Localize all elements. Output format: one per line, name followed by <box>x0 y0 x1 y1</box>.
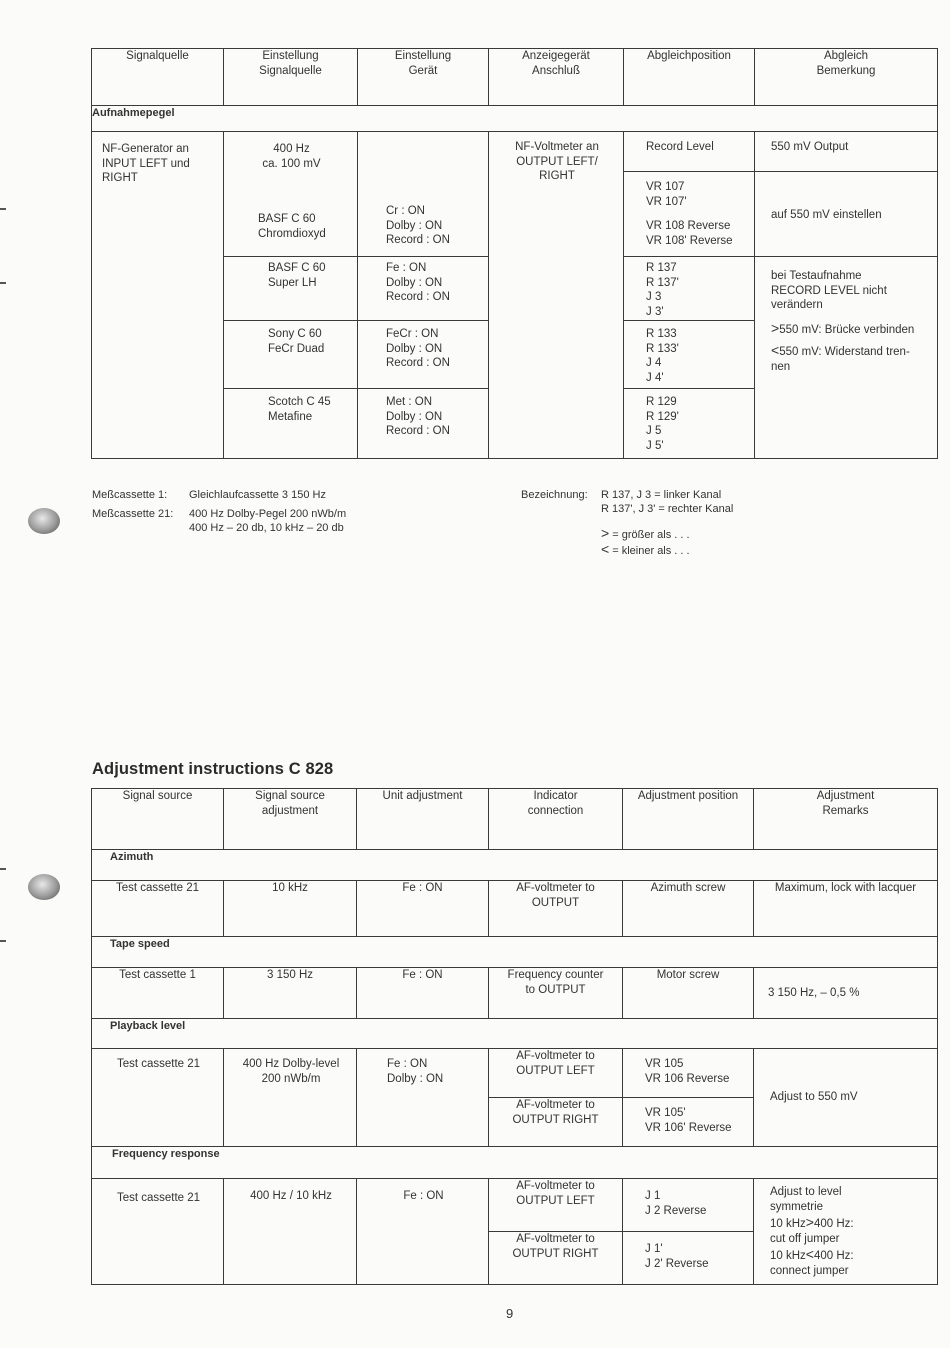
unit-adjustment-cell: Fe : ON <box>357 968 489 1019</box>
position-cell: R 129 R 129' J 5 J 5' <box>646 396 679 452</box>
page-title: Adjustment instructions C 828 <box>92 760 334 778</box>
section-title: Playback level <box>92 1019 938 1049</box>
signal-source-cell: Test cassette 21 <box>116 1192 201 1204</box>
section-title: Tape speed <box>92 937 938 968</box>
signal-source-cell: Test cassette 21 <box>92 881 224 937</box>
adjustment-table-english <box>91 788 938 1285</box>
table-row <box>92 1049 938 1098</box>
header-cell: Einstellung Signalquelle <box>224 49 358 106</box>
adjustment-table-german <box>91 48 938 459</box>
header-cell: Signal source adjustment <box>224 789 357 850</box>
less-than-symbol: < <box>771 342 780 358</box>
indicator-cell: AF-voltmeter to OUTPUT LEFT <box>489 1179 623 1232</box>
source-setting-cell: 400 Hz ca. 100 mV <box>262 143 321 170</box>
remark-cell <box>755 313 937 338</box>
header-cell: Signal source <box>92 789 224 850</box>
remark-cell: bei Testaufnahme RECORD LEVEL nicht verändern <box>771 270 887 311</box>
section-title: Azimuth <box>92 850 938 881</box>
less-than-symbol: < <box>805 1246 814 1262</box>
remark-cell: auf 550 mV einstellen <box>771 209 882 221</box>
note-value: R 137, J 3 = linker Kanal <box>601 489 722 501</box>
note-label: Meßcassette 1: <box>92 489 168 501</box>
tape-type-cell: BASF C 60 Super LH <box>268 262 326 289</box>
signal-source-cell: NF-Generator an INPUT LEFT und RIGHT <box>102 143 190 184</box>
page-number: 9 <box>506 1306 514 1321</box>
remark-cell: Adjust to 550 mV <box>754 1049 938 1147</box>
section-title: Aufnahmepegel <box>92 106 938 132</box>
section-title: Frequency response <box>92 1147 938 1179</box>
position-cell: VR 105 VR 106 Reverse <box>645 1058 730 1085</box>
tape-type-cell: BASF C 60 Chromdioxyd <box>258 213 326 240</box>
source-adjustment-cell: 400 Hz / 10 kHz <box>250 1190 332 1202</box>
position-cell: Record Level <box>646 141 714 153</box>
header-cell: Anzeigegerät Anschluß <box>489 49 624 106</box>
tape-type-cell: Sony C 60 FeCr Duad <box>268 328 325 355</box>
header-cell: Abgleichposition <box>624 49 755 106</box>
edge-tick <box>0 868 6 870</box>
indicator-cell: NF-Voltmeter an OUTPUT LEFT/ RIGHT <box>515 141 599 182</box>
header-cell: Signalquelle <box>92 49 224 106</box>
position-cell: J 1' J 2' Reverse <box>645 1243 709 1270</box>
remark-cell: Maximum, lock with lacquer <box>754 881 938 937</box>
signal-source-cell: Test cassette 1 <box>92 968 224 1019</box>
binder-hole-mark <box>28 508 60 534</box>
position-cell: Azimuth screw <box>623 881 754 937</box>
remark-cell <box>755 337 937 374</box>
greater-than-symbol: > <box>805 1214 814 1230</box>
remark-cell: 3 150 Hz, – 0,5 % <box>754 968 938 1019</box>
unit-adjustment-cell: Fe : ON <box>403 1190 444 1202</box>
legend-text: = größer als . . . <box>612 529 690 541</box>
source-adjustment-cell: 3 150 Hz <box>224 968 357 1019</box>
remark-lt-text: 550 mV: Widerstand tren- nen <box>771 346 910 373</box>
source-adjustment-cell: 400 Hz Dolby-level 200 nWb/m <box>242 1058 340 1085</box>
table-row <box>92 968 938 1019</box>
less-than-symbol: < <box>601 541 610 557</box>
remark-text: 400 Hz: cut off jumper <box>770 1218 854 1245</box>
remark-cell: 550 mV Output <box>771 141 849 153</box>
header-cell: Einstellung Gerät <box>358 49 489 106</box>
legend-text: = kleiner als . . . <box>612 545 690 557</box>
unit-adjustment-cell: Fe : ON <box>357 881 489 937</box>
signal-source-cell: Test cassette 21 <box>116 1058 201 1070</box>
remark-text: 400 Hz: connect jumper <box>770 1250 854 1277</box>
remark-text: 10 kHz <box>770 1250 806 1262</box>
note-label: Meßcassette 21: <box>92 508 174 520</box>
table-row <box>92 132 938 172</box>
device-setting-cell: Cr : ON Dolby : ON Record : ON <box>386 205 450 246</box>
indicator-cell: AF-voltmeter to OUTPUT RIGHT <box>489 1232 623 1285</box>
position-cell: R 137 R 137' J 3 J 3' <box>646 262 679 318</box>
position-cell: VR 105' VR 106' Reverse <box>645 1107 732 1134</box>
greater-than-symbol: > <box>771 319 780 336</box>
header-cell: Unit adjustment <box>357 789 489 850</box>
indicator-cell: AF-voltmeter to OUTPUT RIGHT <box>489 1098 623 1147</box>
table-row <box>92 881 938 937</box>
device-setting-cell: Met : ON Dolby : ON Record : ON <box>386 396 450 437</box>
table-row <box>92 1179 938 1232</box>
remark-cell <box>754 1179 937 1279</box>
notes-right <box>521 488 733 558</box>
device-setting-cell: Fe : ON Dolby : ON Record : ON <box>386 262 450 303</box>
position-cell: J 1 J 2 Reverse <box>645 1190 707 1217</box>
remark-text: Adjust to level symmetrie <box>770 1186 842 1213</box>
edge-tick <box>0 282 6 284</box>
remark-text: 10 kHz <box>770 1218 806 1230</box>
indicator-cell: Frequency counter to OUTPUT <box>489 968 623 1019</box>
table-header-row <box>92 789 938 850</box>
header-cell: Abgleich Bemerkung <box>755 49 938 106</box>
note-value: 400 Hz Dolby-Pegel 200 nWb/m 400 Hz – 20 db, 10 kHz – 20 db <box>189 508 347 534</box>
edge-tick <box>0 940 6 942</box>
position-cell: R 133 R 133' J 4 J 4' <box>646 328 679 384</box>
header-cell: Adjustment position <box>623 789 754 850</box>
note-value: R 137', J 3' = rechter Kanal <box>601 503 734 515</box>
note-value: Gleichlaufcassette 3 150 Hz <box>189 489 326 501</box>
table-header-row <box>92 49 938 106</box>
position-cell: VR 107 VR 107' <box>646 181 687 208</box>
position-cell: Motor screw <box>623 968 754 1019</box>
unit-adjustment-cell: Fe : ON Dolby : ON <box>387 1058 444 1085</box>
notes-left <box>92 488 346 535</box>
greater-than-symbol: > <box>601 525 610 541</box>
binder-hole-mark <box>28 874 60 900</box>
tape-type-cell: Scotch C 45 Metafine <box>268 396 331 423</box>
device-setting-cell: FeCr : ON Dolby : ON Record : ON <box>386 328 450 369</box>
indicator-cell: AF-voltmeter to OUTPUT LEFT <box>489 1049 623 1098</box>
note-label: Bezeichnung: <box>521 489 588 501</box>
edge-tick <box>0 208 6 210</box>
remark-gt-text: 550 mV: Brücke verbinden <box>779 323 915 336</box>
position-cell: VR 108 Reverse VR 108' Reverse <box>646 220 733 247</box>
header-cell: Adjustment Remarks <box>754 789 938 850</box>
indicator-cell: AF-voltmeter to OUTPUT <box>489 881 623 937</box>
source-adjustment-cell: 10 kHz <box>224 881 357 937</box>
header-cell: Indicator connection <box>489 789 623 850</box>
